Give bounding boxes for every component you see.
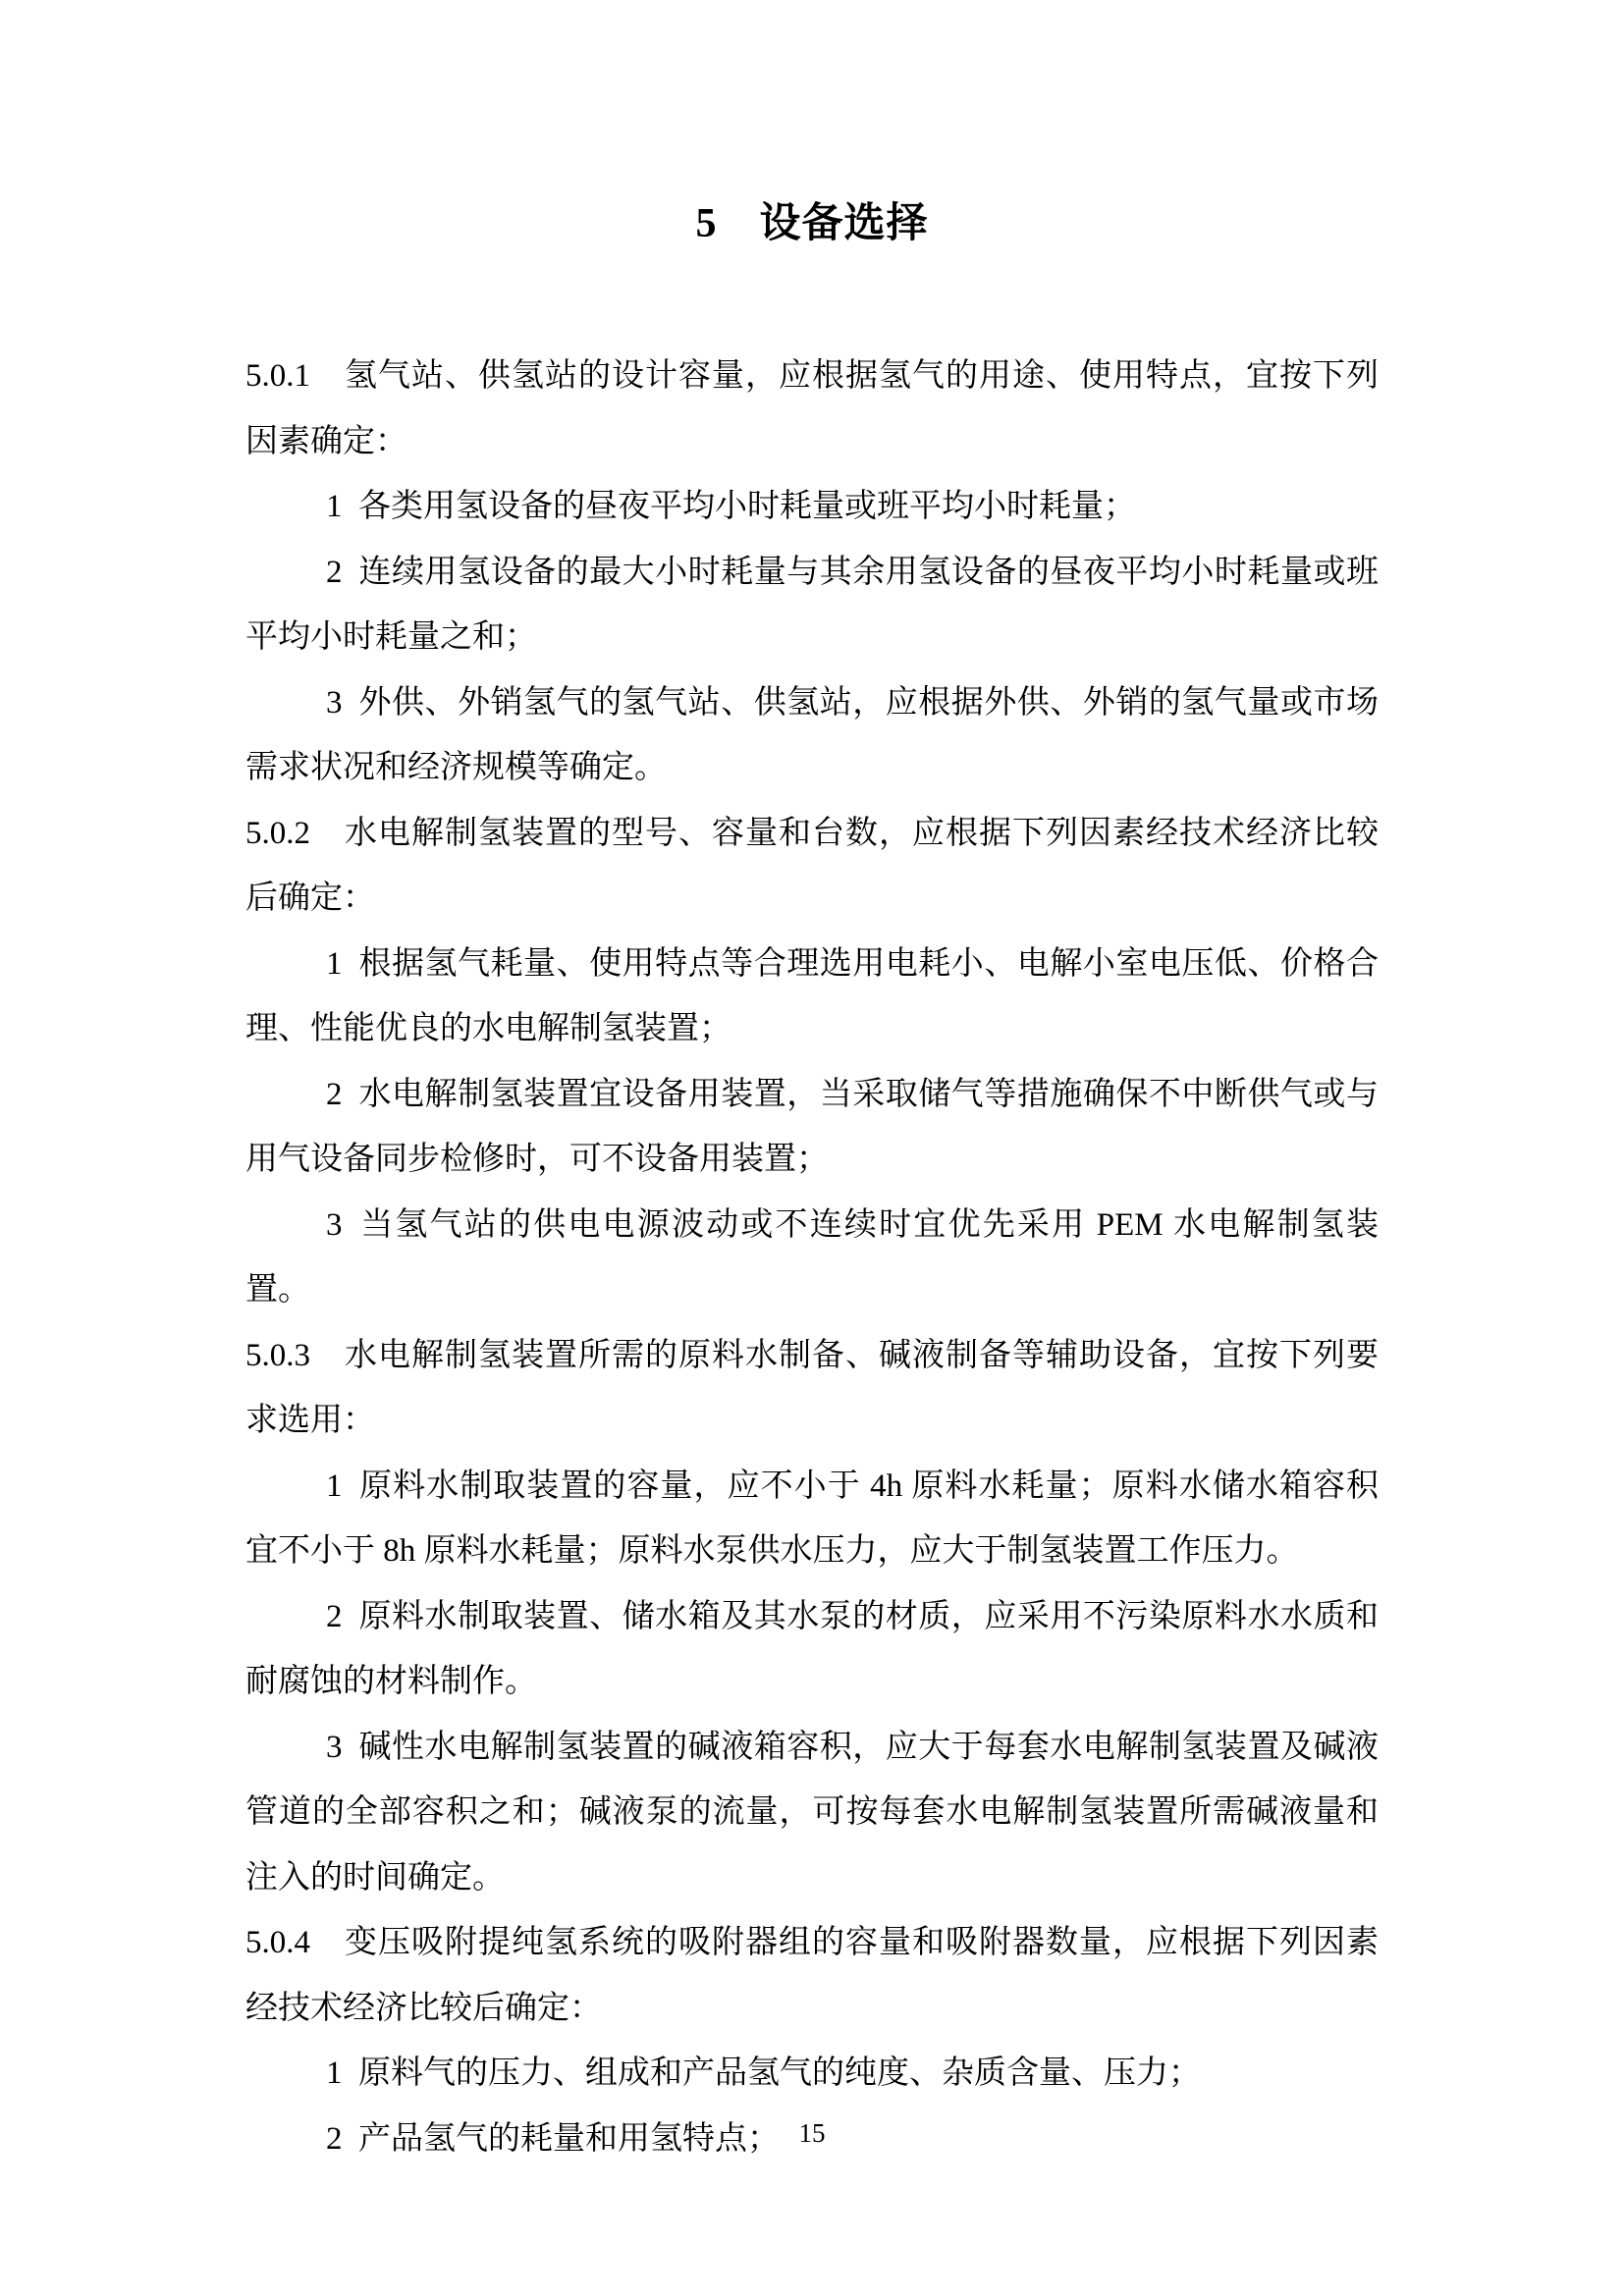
clause-5-0-4-item-1: 1 原料气的压力、组成和产品氢气的纯度、杂质含量、压力；	[326, 2056, 1201, 2091]
page-number: 15	[798, 2118, 826, 2148]
clause-5-0-4: 5.0.4 变压吸附提纯氢系统的吸附器组的容量和吸附器数量，应根据下列因素经技术经济比较后确定：	[245, 1925, 1379, 2026]
clause-5-0-1: 5.0.1 氢气站、供氢站的设计容量，应根据氢气的用途、使用特点，宜按下列因素确定：	[245, 358, 1379, 459]
clause-5-0-3-item-3: 3 碱性水电解制氢装置的碱液箱容积，应大于每套水电解制氢装置及碱液管道的全部容积之和；碱液泵的流量，可按每套水电解制氢装置所需碱液量和注入的时间确定。	[245, 1729, 1379, 1896]
clause-5-0-2-item-2: 2 水电解制氢装置宜设备用装置，当采取储气等措施确保不中断供气或与用气设备同步检修时，可不设备用装置；	[245, 1076, 1379, 1177]
clause-5-0-2-item-3: 3 当氢气站的供电电源波动或不连续时宜优先采用 PEM 水电解制氢装置。	[245, 1206, 1379, 1308]
clause-5-0-1-item-3: 3 外供、外销氢气的氢气站、供氢站，应根据外供、外销的氢气量或市场需求状况和经济规模等确定。	[245, 684, 1379, 785]
clause-5-0-4-item-2: 2 产品氢气的耗量和用氢特点；	[326, 2120, 780, 2157]
clause-5-0-1-item-2: 2 连续用氢设备的最大小时耗量与其余用氢设备的昼夜平均小时耗量或班平均小时耗量之和；	[245, 554, 1379, 655]
clause-5-0-1-item-1: 1 各类用氢设备的昼夜平均小时耗量或班平均小时耗量；	[326, 489, 1136, 524]
chapter-title: 5 设备选择	[695, 201, 929, 246]
clause-5-0-2-item-1: 1 根据氢气耗量、使用特点等合理选用电耗小、电解小室电压低、价格合理、性能优良的水电解制氢装置；	[245, 945, 1379, 1046]
clause-5-0-2: 5.0.2 水电解制氢装置的型号、容量和台数，应根据下列因素经技术经济比较后确定：	[245, 815, 1379, 916]
clause-5-0-3-item-2: 2 原料水制取装置、储水箱及其水泵的材质，应采用不污染原料水水质和耐腐蚀的材料制作。	[245, 1598, 1379, 1699]
clause-text-block	[245, 344, 1379, 2171]
clause-5-0-3-item-1: 1 原料水制取装置的容量，应不小于 4h 原料水耗量；原料水储水箱容积宜不小于 8h 原料水耗量；原料水泵供水压力，应大于制氢装置工作压力。	[245, 1468, 1379, 1569]
clause-5-0-3: 5.0.3 水电解制氢装置所需的原料水制备、碱液制备等辅助设备，宜按下列要求选用：	[245, 1337, 1379, 1438]
